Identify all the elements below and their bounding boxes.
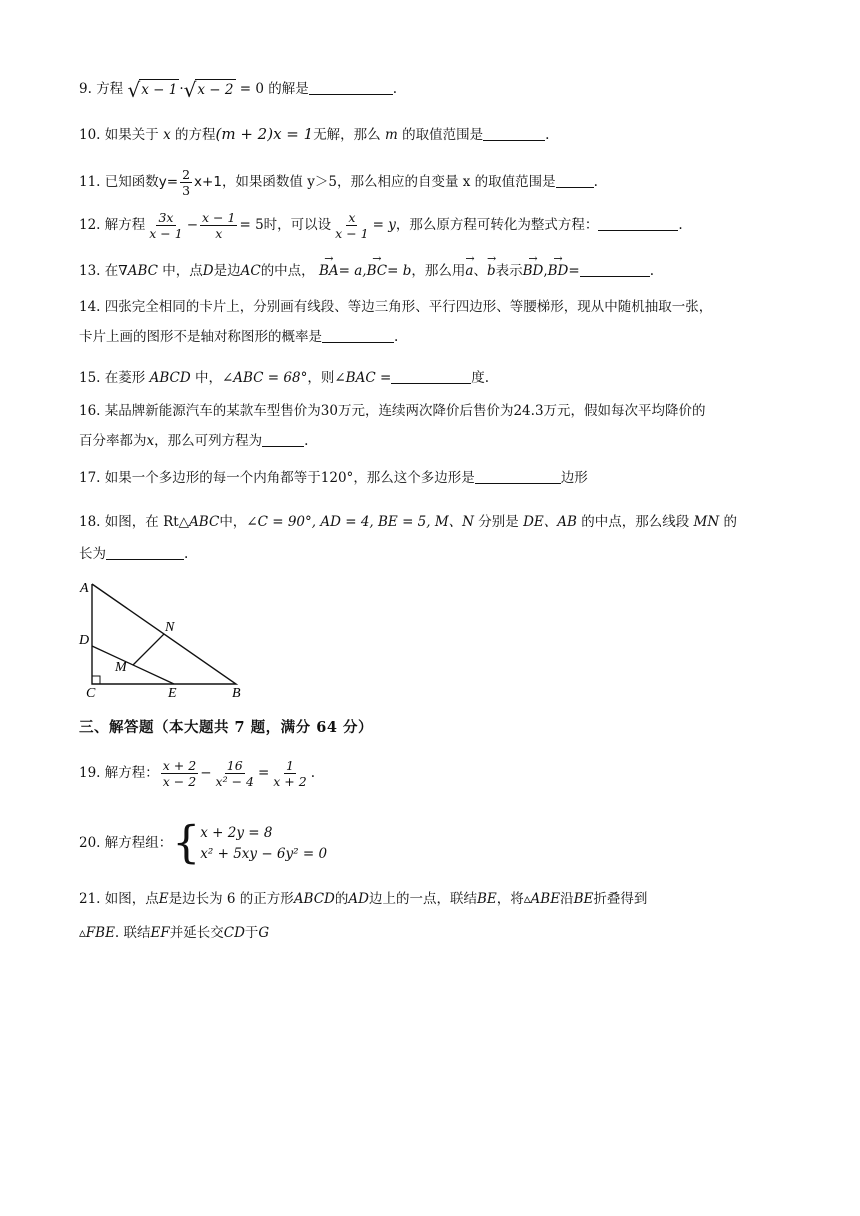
q13-text: 在∇ xyxy=(104,263,128,279)
denominator: x − 1 xyxy=(335,226,369,241)
angle-value: 120° xyxy=(320,470,354,486)
q15-text: 度. xyxy=(471,370,490,386)
answer-blank[interactable] xyxy=(262,432,304,447)
fraction xyxy=(271,758,308,789)
question-number: 17. xyxy=(79,470,101,486)
minus: − xyxy=(200,765,212,781)
equation-rhs: = 0 xyxy=(239,81,264,97)
triangle-symbol: Rt△ xyxy=(163,514,190,530)
question-number: 12. xyxy=(79,217,101,233)
label-e: E xyxy=(168,686,177,701)
q21-text: ，将 xyxy=(496,891,524,907)
q17-text: 如果一个多边形的每一个内角都等于 xyxy=(104,470,321,486)
segment-name: MN xyxy=(693,514,720,530)
numerator: x − 1 xyxy=(202,210,236,225)
label-n: N xyxy=(165,620,175,635)
section-heading: 三、解答题（本大题共 7 题，满分 64 分） xyxy=(79,719,373,736)
q21-text: 是边长为 6 的正方形 xyxy=(168,891,294,907)
denominator: 3 xyxy=(182,183,191,198)
vector: → a xyxy=(465,257,473,282)
vector: → BD xyxy=(548,257,569,282)
q12-text: ，那么原方程可转化为整式方程： xyxy=(395,217,599,233)
fraction xyxy=(333,210,370,241)
question-18 xyxy=(79,506,784,570)
q21-text: . 联结 xyxy=(114,925,151,941)
segment-name: AC xyxy=(240,263,261,279)
q16-text: 万元，连续两次降价后售价为 xyxy=(337,403,514,419)
vector: → BC xyxy=(367,257,388,282)
segment-name: BE xyxy=(573,891,594,907)
question-17 xyxy=(79,467,784,489)
q11-text: ，如果函数值 y＞5，那么相应的自变量 x 的取值范围是 xyxy=(221,174,556,190)
fraction xyxy=(180,167,192,198)
q18-text: 如图，在 xyxy=(104,514,159,530)
segment-names: DE、AB xyxy=(523,514,577,530)
fraction xyxy=(214,758,256,789)
q17-text: ，那么这个多边形是 xyxy=(353,470,475,486)
right-angle-mark xyxy=(92,676,100,684)
q21-text: 并延长交 xyxy=(169,925,224,941)
q18-text: 的中点，那么线段 xyxy=(581,514,690,530)
q9-text: 方程 xyxy=(96,81,124,97)
question-21 xyxy=(79,882,784,950)
q9-text: 的解是 xyxy=(268,81,309,97)
period: . xyxy=(593,174,598,190)
answer-blank[interactable] xyxy=(556,173,594,188)
q21-text: 的 xyxy=(334,891,349,907)
dot-operator: · xyxy=(179,81,184,97)
question-13 xyxy=(79,257,784,282)
sqrt-arg: x − 2 xyxy=(195,79,235,101)
question-16 xyxy=(79,396,784,456)
q15-text: 在菱形 xyxy=(104,370,146,386)
fraction xyxy=(200,210,237,241)
q10-text: 如果关于 xyxy=(104,127,159,143)
separator: 、 xyxy=(473,263,487,279)
sqrt-expression: √ x − 1 xyxy=(127,77,178,102)
answer-blank[interactable] xyxy=(580,262,650,277)
q18-text: 分别是 xyxy=(478,514,519,530)
triangle-name: ▵ABE xyxy=(523,891,561,907)
q21-text: 于 xyxy=(244,925,259,941)
q21-text: 如图，点 xyxy=(104,891,159,907)
segment-name: EF xyxy=(150,925,170,941)
q10-text: 的取值范围是 xyxy=(402,127,484,143)
value: 30 xyxy=(320,403,338,419)
vector: → BA xyxy=(319,257,339,282)
q16-text: 万元，假如每次平均降价的 xyxy=(543,403,706,419)
q20-text: 解方程组： xyxy=(104,835,173,851)
denominator: x² − 4 xyxy=(215,774,254,789)
numerator: 1 xyxy=(286,758,294,773)
numerator: x xyxy=(348,210,356,225)
label-b: B xyxy=(232,686,241,701)
q21-text: 折叠得到 xyxy=(593,891,648,907)
denominator: x − 2 xyxy=(162,774,197,789)
function-y: y= xyxy=(158,174,179,190)
equals: = y xyxy=(372,217,396,233)
q16-text: 百分率都为 xyxy=(79,433,147,449)
variable: x xyxy=(163,127,171,143)
equals: = xyxy=(257,765,270,781)
point-name: D xyxy=(202,263,214,279)
label-c: C xyxy=(86,686,96,701)
period: . xyxy=(545,127,550,143)
conditions: ∠C = 90°, AD = 4, BE = 5, M、N xyxy=(246,514,474,530)
period: . xyxy=(184,546,189,562)
equation: (m + 2)x = 1 xyxy=(215,125,314,143)
segment-name: CD xyxy=(223,925,245,941)
q15-text: 中， xyxy=(194,370,222,386)
denominator: x xyxy=(215,226,223,241)
label-m: M xyxy=(115,660,127,675)
question-14 xyxy=(79,292,784,352)
answer-blank[interactable] xyxy=(598,216,678,231)
variable: x xyxy=(146,433,155,449)
question-number: 21. xyxy=(79,891,101,907)
triangle-name: ABC xyxy=(189,514,220,530)
equals: = 5 xyxy=(239,217,264,233)
brace: { xyxy=(172,817,201,869)
q12-text: 时，可以设 xyxy=(263,217,332,233)
q17-text: 边形 xyxy=(560,470,588,486)
q15-text: ，则 xyxy=(307,370,335,386)
q13-text: 中，点 xyxy=(162,263,203,279)
period: . xyxy=(392,81,398,97)
equals: = a, xyxy=(338,263,367,279)
vector: → BD xyxy=(523,257,544,282)
period: . xyxy=(394,329,399,345)
segment-name: BE xyxy=(476,891,497,907)
shape-name: ABCD xyxy=(293,891,335,907)
q12-text: 解方程 xyxy=(104,217,146,233)
denominator: x − 1 xyxy=(149,226,183,241)
answer-blank[interactable] xyxy=(475,469,561,484)
segment-name: AD xyxy=(348,891,369,907)
answer-blank[interactable] xyxy=(106,545,184,560)
question-number: 11. xyxy=(79,174,101,190)
triangle-figure xyxy=(76,578,256,702)
q21-text: 边上的一点，联结 xyxy=(368,891,477,907)
equation-2: x² + 5xy − 6y² = 0 xyxy=(200,845,328,862)
question-11 xyxy=(79,167,784,198)
q11-text: 已知函数 xyxy=(104,174,159,190)
question-10 xyxy=(79,123,784,146)
q16-text: 某品牌新能源汽车的某款车型售价为 xyxy=(104,403,321,419)
answer-blank[interactable] xyxy=(483,126,545,141)
question-9 xyxy=(79,78,784,101)
question-19 xyxy=(79,758,784,789)
period: . xyxy=(310,765,316,781)
q10-text: 无解，那么 xyxy=(313,127,381,143)
denominator: x + 2 xyxy=(273,774,307,789)
answer-blank[interactable] xyxy=(322,328,394,343)
period: . xyxy=(304,433,309,449)
question-20 xyxy=(79,818,784,868)
label-d: D xyxy=(79,633,90,648)
numerator: 16 xyxy=(226,758,243,773)
answer-blank[interactable] xyxy=(309,80,393,95)
q16-text: ，那么可列方程为 xyxy=(154,433,263,449)
value: 24.3 xyxy=(513,403,544,419)
question-number: 14. xyxy=(79,299,101,315)
angle-asked: ∠BAC = xyxy=(334,370,392,386)
point-name: E xyxy=(158,891,169,907)
question-number: 18. xyxy=(79,514,101,530)
q19-text: 解方程： xyxy=(104,765,159,781)
q21-text: 沿 xyxy=(560,891,574,907)
q13-text: 表示 xyxy=(495,263,523,279)
q18-text: 长为 xyxy=(79,546,106,562)
question-number: 16. xyxy=(79,403,101,419)
equals: = xyxy=(568,263,580,279)
question-number: 10. xyxy=(79,127,101,143)
numerator: x + 2 xyxy=(162,758,197,773)
equation-system xyxy=(200,823,327,865)
question-number: 9. xyxy=(79,81,92,97)
question-number: 19. xyxy=(79,765,101,781)
fraction xyxy=(161,758,198,789)
function-tail: x+1 xyxy=(194,174,222,190)
label-a: A xyxy=(80,581,89,596)
triangle-name: ▵FBE xyxy=(79,925,115,941)
question-number: 15. xyxy=(79,370,101,386)
minus: − xyxy=(186,217,199,233)
question-number: 13. xyxy=(79,263,101,279)
q10-text: 的方程 xyxy=(175,127,216,143)
triangle-name: ABC xyxy=(127,263,158,279)
q13-text: ，那么用 xyxy=(411,263,466,279)
q18-text: 中， xyxy=(219,514,247,530)
sqrt-expression: √ x − 2 xyxy=(183,77,234,102)
variable: m xyxy=(384,127,398,143)
question-number: 20. xyxy=(79,835,101,851)
q13-text: 的中点， xyxy=(260,263,315,279)
question-12 xyxy=(79,210,784,241)
segment-mn xyxy=(133,634,164,665)
angle-given: ∠ABC = 68° xyxy=(221,370,308,386)
question-15 xyxy=(79,367,784,389)
fraction xyxy=(147,210,184,241)
period: . xyxy=(678,217,683,233)
q18-text: 的 xyxy=(723,514,737,530)
answer-blank[interactable] xyxy=(391,369,471,384)
equation-1: x + 2y = 8 xyxy=(200,824,273,841)
numerator: 2 xyxy=(182,167,191,182)
sqrt-arg: x − 1 xyxy=(139,79,179,101)
q13-text: 是边 xyxy=(213,263,241,279)
vector: → b xyxy=(487,257,496,282)
q14-text: 卡片上画的图形不是轴对称图形的概率是 xyxy=(79,329,322,345)
equals: = b xyxy=(387,263,412,279)
period: . xyxy=(649,263,654,279)
numerator: 3x xyxy=(158,210,174,225)
shape-name: ABCD xyxy=(149,370,191,386)
point-name: G xyxy=(258,925,270,941)
comma: , xyxy=(543,263,548,279)
q14-text: 四张完全相同的卡片上，分别画有线段、等边三角形、平行四边形、等腰梯形，现从中随机抽取一张， xyxy=(104,299,713,315)
